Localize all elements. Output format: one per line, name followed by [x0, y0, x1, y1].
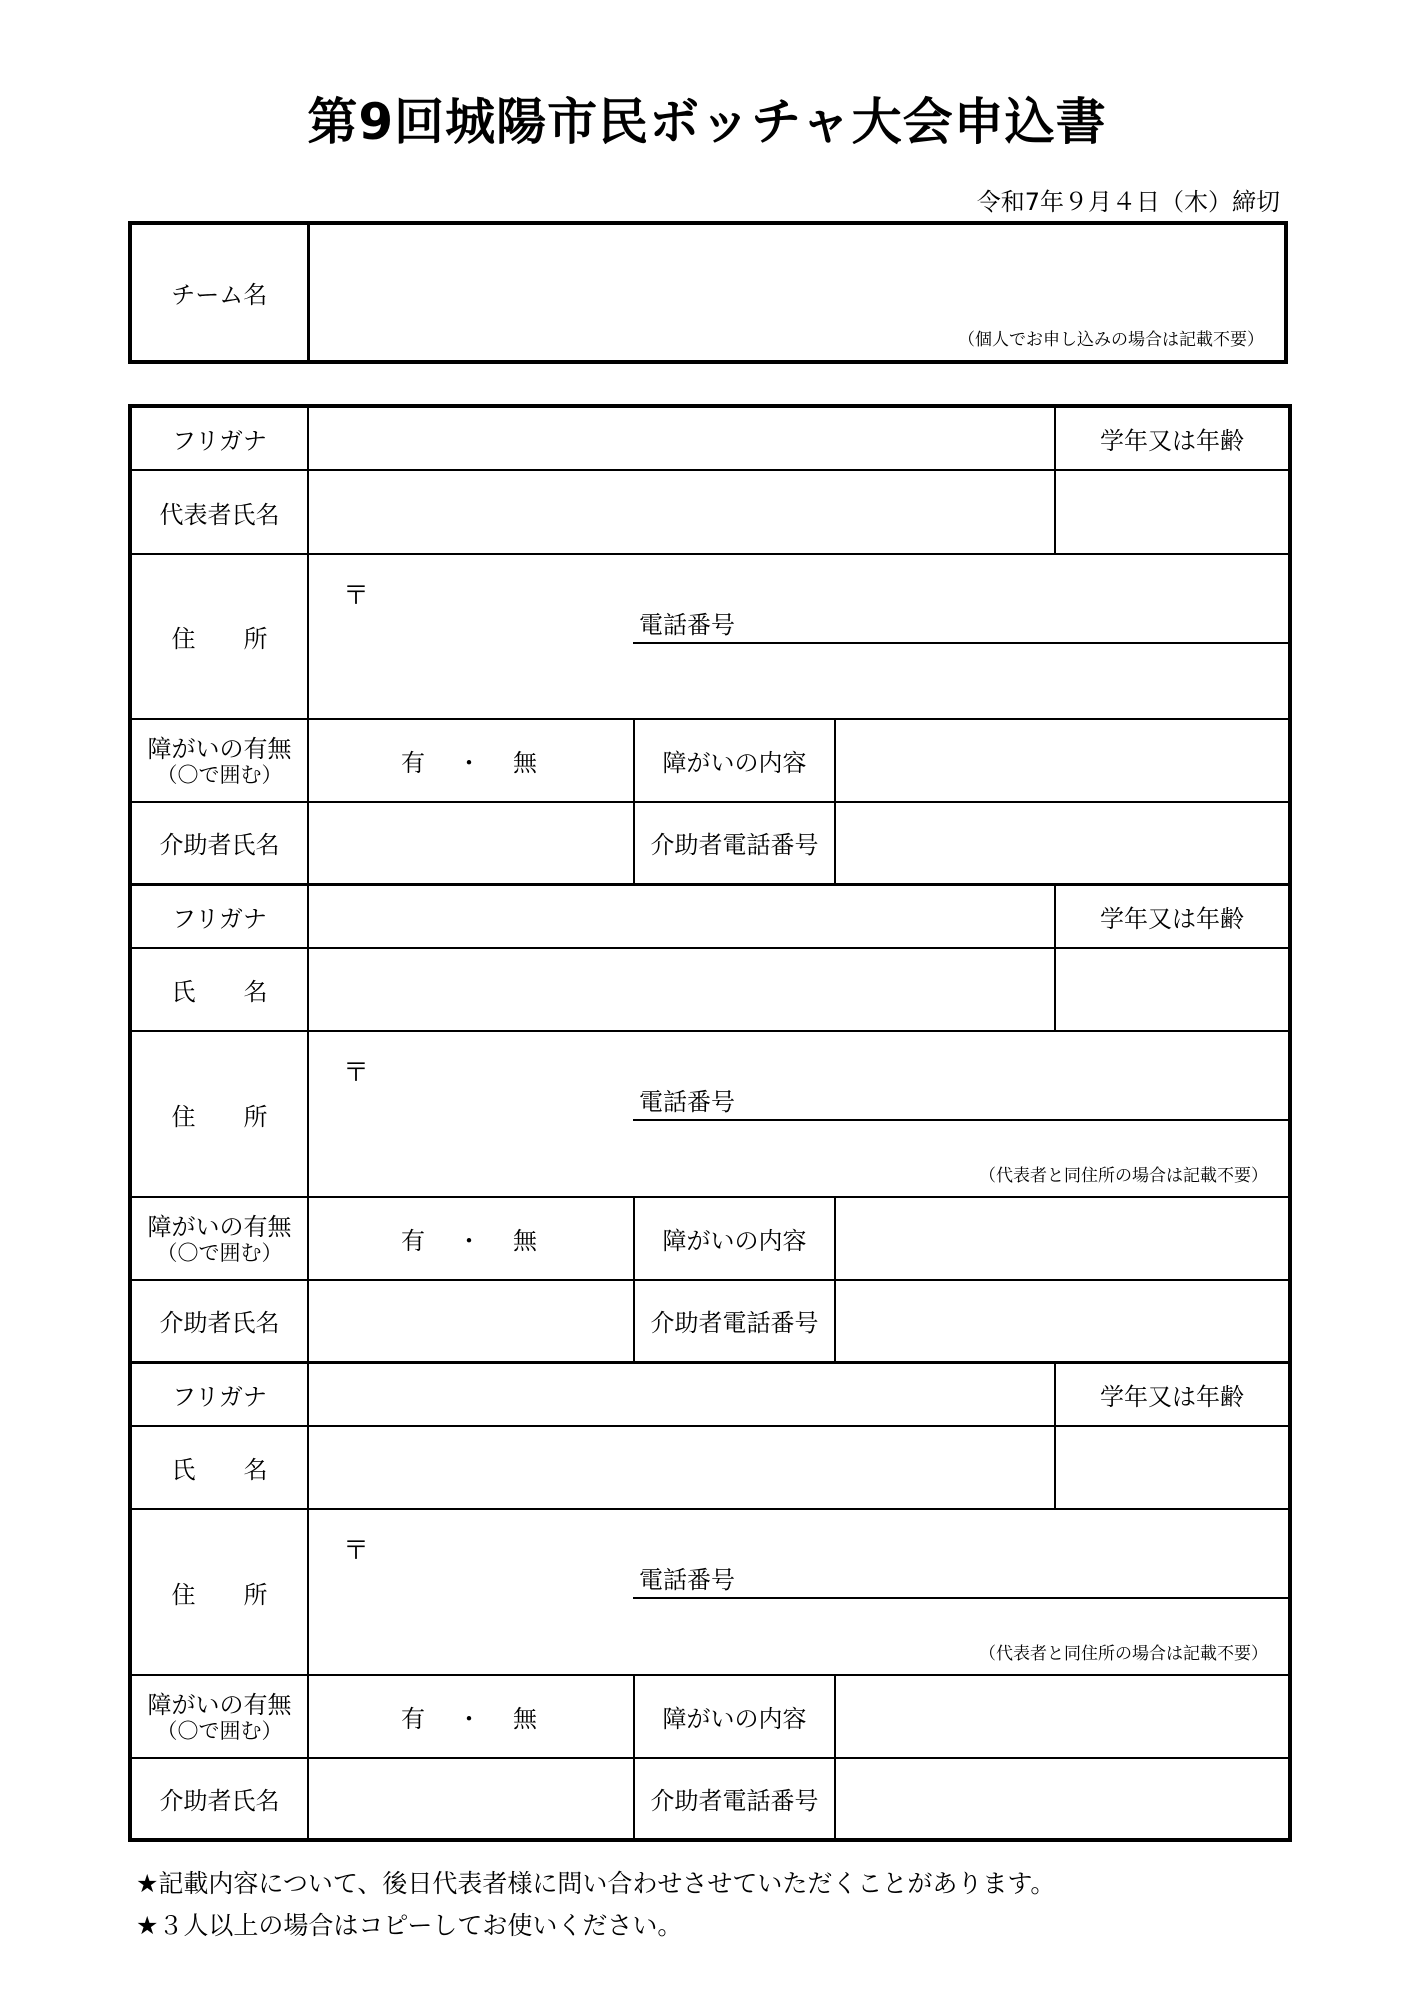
tel-label-1: 電話番号 [633, 605, 1288, 644]
helper-name-label-3: 介助者氏名 [130, 1758, 308, 1840]
disability-detail-label-3: 障がいの内容 [634, 1675, 835, 1758]
furigana-label-2: フリガナ [130, 884, 308, 948]
helper-name-field-1[interactable] [308, 802, 634, 884]
grade-label-1: 学年又は年齢 [1055, 406, 1290, 470]
zip-mark-1: 〒 [343, 581, 370, 611]
name-label-2: 氏 名 [130, 948, 308, 1031]
zip-mark-3: 〒 [343, 1536, 370, 1566]
disability-label-3: 障がいの有無 （〇で囲む） [130, 1675, 308, 1758]
helper-tel-label-1: 介助者電話番号 [634, 802, 835, 884]
footer-note-2: ★３人以上の場合はコピーしてお使いください。 [136, 1911, 683, 1940]
helper-name-field-2[interactable] [308, 1280, 634, 1362]
helper-tel-label-3: 介助者電話番号 [634, 1758, 835, 1840]
disability-choice-3[interactable]: 有 ・ 無 [308, 1675, 634, 1758]
disability-detail-label-2: 障がいの内容 [634, 1197, 835, 1280]
address-field-1[interactable] [308, 554, 1290, 719]
disability-label-2: 障がいの有無 （〇で囲む） [130, 1197, 308, 1280]
page-title: 第9回城陽市民ボッチャ大会申込書 [307, 93, 1107, 151]
name-field-3[interactable] [308, 1426, 1055, 1509]
furigana-field-1[interactable] [308, 406, 1055, 470]
grade-field-2[interactable] [1055, 948, 1290, 1031]
disability-detail-label-1: 障がいの内容 [634, 719, 835, 802]
team-name-label: チーム名 [130, 223, 308, 362]
helper-tel-label-2: 介助者電話番号 [634, 1280, 835, 1362]
address-label-2: 住 所 [130, 1031, 308, 1197]
name-field-2[interactable] [308, 948, 1055, 1031]
grade-field-3[interactable] [1055, 1426, 1290, 1509]
grade-label-2: 学年又は年齢 [1055, 884, 1290, 948]
grade-label-3: 学年又は年齢 [1055, 1362, 1290, 1426]
applicant-table [128, 404, 1292, 1842]
tel-label-2: 電話番号 [633, 1082, 1288, 1121]
team-name-field[interactable] [308, 223, 1286, 362]
helper-name-label-2: 介助者氏名 [130, 1280, 308, 1362]
rep-name-field[interactable] [308, 470, 1055, 554]
furigana-field-3[interactable] [308, 1362, 1055, 1426]
name-label-3: 氏 名 [130, 1426, 308, 1509]
tel-label-3: 電話番号 [633, 1560, 1288, 1599]
deadline-text: 令和7年９月４日（木）締切 [976, 188, 1280, 216]
address-label-3: 住 所 [130, 1509, 308, 1675]
disability-detail-field-3[interactable] [835, 1675, 1290, 1758]
helper-name-field-3[interactable] [308, 1758, 634, 1840]
disability-choice-2[interactable]: 有 ・ 無 [308, 1197, 634, 1280]
furigana-label-3: フリガナ [130, 1362, 308, 1426]
zip-mark-2: 〒 [343, 1058, 370, 1088]
footer-note-1: ★記載内容について、後日代表者様に問い合わせさせていただくことがあります。 [136, 1869, 1056, 1898]
address-field-2[interactable] [308, 1031, 1290, 1197]
grade-field-1[interactable] [1055, 470, 1290, 554]
team-table [128, 221, 1288, 364]
furigana-label-1: フリガナ [130, 406, 308, 470]
same-address-note-3: （代表者と同住所の場合は記載不要） [979, 1644, 1269, 1664]
helper-tel-field-2[interactable] [835, 1280, 1290, 1362]
address-field-3[interactable] [308, 1509, 1290, 1675]
address-label-1: 住 所 [130, 554, 308, 719]
disability-choice-1[interactable]: 有 ・ 無 [308, 719, 634, 802]
disability-detail-field-2[interactable] [835, 1197, 1290, 1280]
disability-label-1: 障がいの有無 （〇で囲む） [130, 719, 308, 802]
disability-detail-field-1[interactable] [835, 719, 1290, 802]
helper-name-label-1: 介助者氏名 [130, 802, 308, 884]
helper-tel-field-1[interactable] [835, 802, 1290, 884]
rep-name-label: 代表者氏名 [130, 470, 308, 554]
furigana-field-2[interactable] [308, 884, 1055, 948]
same-address-note-2: （代表者と同住所の場合は記載不要） [979, 1166, 1269, 1186]
team-note: （個人でお申し込みの場合は記載不要） [958, 330, 1264, 350]
helper-tel-field-3[interactable] [835, 1758, 1290, 1840]
